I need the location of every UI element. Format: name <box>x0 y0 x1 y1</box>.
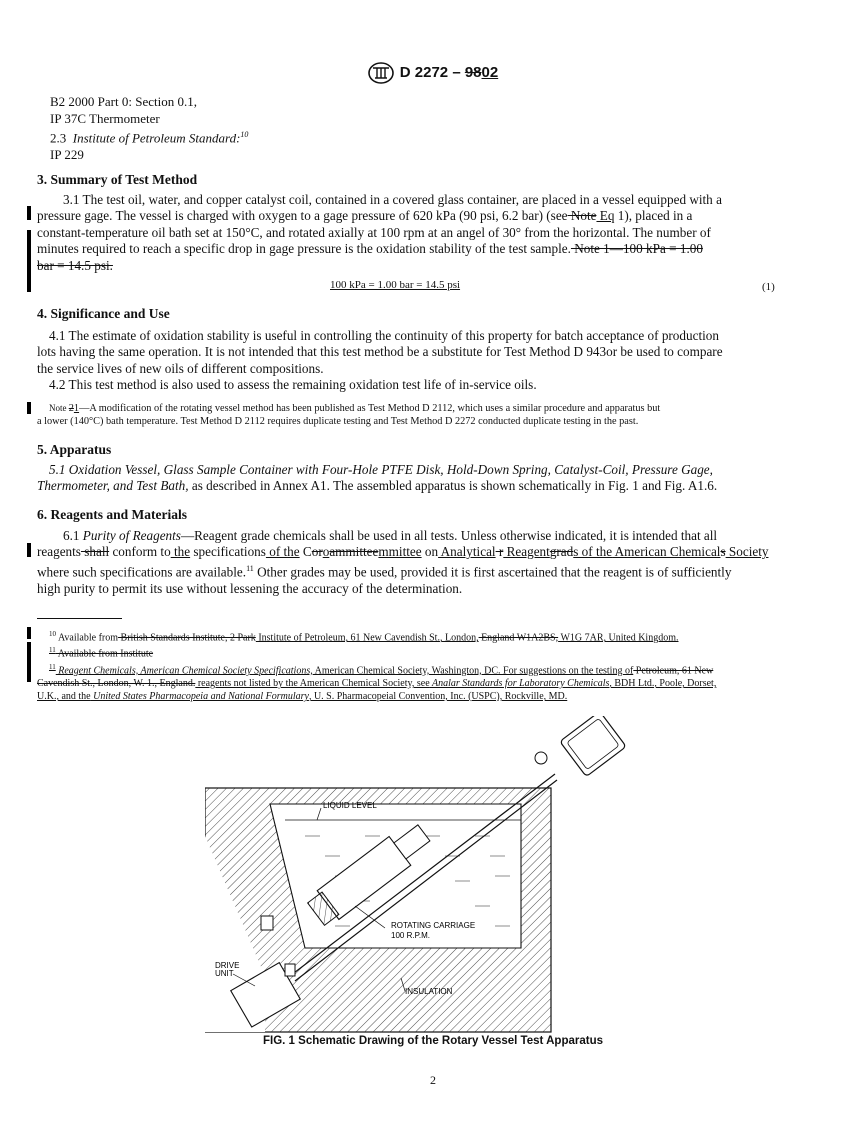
change-bar <box>27 642 31 682</box>
equation-number: (1) <box>762 281 775 293</box>
footnote-10: $^{10}$ Available from British Standards Institute, 2 Park Institute of Petroleum, 61 New Cavendish St., London, England W1A2BS, W1G 7AR, United Kingdom. <box>49 630 679 644</box>
footnotes: $^{10}$ Available from British Standards Institute, 2 Park Institute of Petroleum, 61 New Cavendish St., London, England W1A2BS, W1G 7AR, United Kingdom. $^{11}$ Available from Institute $^{11}$ Reagent Chemicals, American Chemical Society Specifications, American Chemical Society, Washington, DC. For suggestions on the testing of Petroleum, 61 New Cavendish St., London, W. 1., England. reagents not listed by the American Chemical Society, see Analar Standards for Laboratory Chemicals, BDH Ltd., Poole, Dorset, U.K., and the United States Pharmacopeia and National Formulary, U. S. Pharmacopeial Convention, Inc. (USPC), Rockville, MD. <box>37 628 779 703</box>
label-unit: UNIT <box>215 969 234 978</box>
figure-caption: FIG. 1 Schematic Drawing of the Rotary Vessel Test Apparatus <box>263 1035 603 1047</box>
designation-prefix: D 2272 – <box>399 63 465 81</box>
note-1: Note 21—A modification of the rotating vessel method has been published as Test Method D 2112, which uses a similar procedure and apparatus but a lower (140°C) bath temperature. Test Method D 2112 requires duplicate testing and Test Method D 2272 conducted duplicate testing in the past. <box>37 403 661 427</box>
astm-logo-icon <box>368 62 394 84</box>
rotary-vessel-schematic <box>205 716 660 1034</box>
footnote-separator <box>37 618 122 619</box>
ref-line: IP 229 <box>50 146 84 162</box>
section-5-paragraph: 5.1 Oxidation Vessel, Glass Sample Container with Four-Hole PTFE Disk, Hold-Down Spring, Catalyst-Coil, Pressure Gage, Thermometer, and Test Bath, as described in Annex A1. The assembled apparatus is shown schematically in Fig. 1 and Fig. A1.6. <box>37 462 718 494</box>
footnote-11-deleted: $^{11}$ Available from Institute <box>49 646 154 660</box>
label-liquid-level: LIQUID LEVEL <box>323 801 377 810</box>
change-bar <box>27 627 31 639</box>
section-5-heading: 5. Apparatus <box>37 442 112 457</box>
change-bar <box>27 206 31 220</box>
document-header <box>0 62 866 84</box>
section-3-heading: 3. Summary of Test Method <box>37 172 198 187</box>
label-rpm: 100 R.P.M. <box>391 931 430 940</box>
section-3-paragraph: 3.1 The test oil, water, and copper catalyst coil, contained in a covered glass container, are placed in a vessel equipped with a pressure gage. The vessel is charged with oxygen to a gage pressure of 620 kPa (90 psi, 6.2 bar) (see Note Eq 1), placed in a constant-temperature oil bath set at 150°C, and rotated axially at 100 rpm at an angel of 30° from the horizontal. The number of minutes required to reach a specific drop in gage pressure is the oxidation stability of the test sample. Note 1—100 kPa = 1.00 bar = 14.5 psi. <box>37 192 722 273</box>
ref-line: IP 37C Thermometer <box>50 110 160 126</box>
change-bar <box>27 543 31 557</box>
section-4-heading: 4. Significance and Use <box>37 306 170 321</box>
ref-line: B2 2000 Part 0: Section 0.1, <box>50 94 197 109</box>
change-bar <box>27 230 31 292</box>
label-rotating-carriage: ROTATING CARRIAGE <box>391 921 476 930</box>
ref-line: 2.3 Institute of Petroleum Standard:$^{10}$ <box>50 130 249 146</box>
section-6-heading: 6. Reagents and Materials <box>37 507 187 522</box>
label-drive: DRIVE <box>215 961 240 970</box>
designation-year-new: 02 <box>481 63 499 81</box>
label-insulation: INSULATION <box>405 987 453 996</box>
equation: 100 kPa = 1.00 bar = 14.5 psi <box>330 279 461 291</box>
page-number: 2 <box>430 1073 436 1087</box>
designation-year-old: 98 <box>464 63 482 81</box>
footnote-11: $^{11}$ Reagent Chemicals, American Chemical Society Specifications, American Chemical Society, Washington, DC. For suggestions on the testing of Petroleum, 61 New <box>49 662 714 676</box>
section-4-paragraph: 4.1 The estimate of oxidation stability is useful in controlling the continuity of this property for batch acceptance of production lots having the same operation. It is not intended that this test method be a substitute for Test Method D 943or be used to compare the service lives of new oils of different compositions. 4.2 This test method is also used to assess the remaining oxidation test life of in-service oils. <box>37 328 723 393</box>
change-bar <box>27 402 31 414</box>
section-6-paragraph: 6.1 Purity of Reagents—Reagent grade chemicals shall be used in all tests. Unless otherwise indicated, it is intended that all reagents shall conform to the specifications of the Coroammitteemmittee on Analytical r Reagentgrads of the American Chemicals Society where such specifications are available.$^{11}$ Other grades may be used, provided it is first ascertained that the reagent is of sufficiently high purity to permit its use without lessening the accuracy of the determination. <box>37 528 769 596</box>
referenced-documents <box>50 94 248 163</box>
